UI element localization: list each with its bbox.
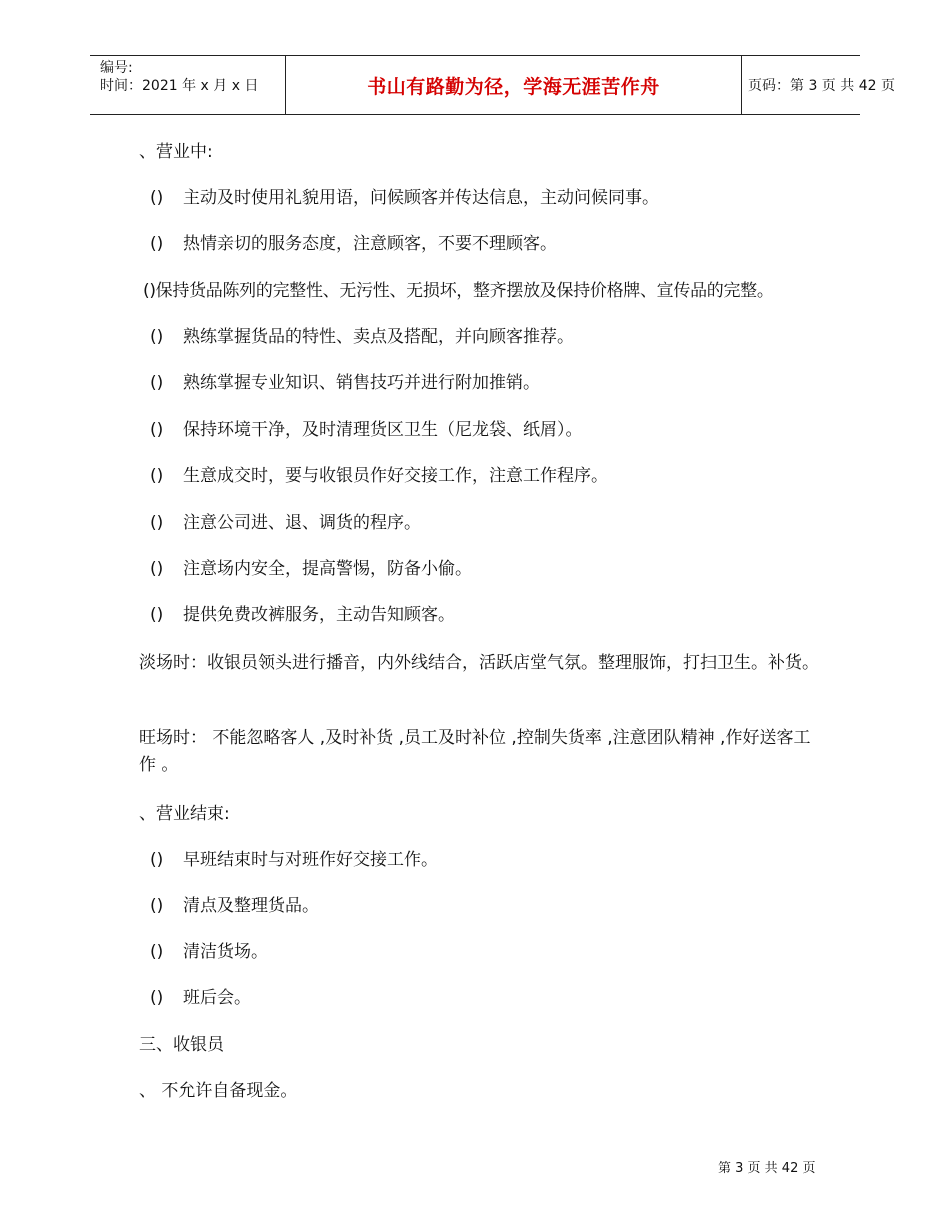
list-item <box>150 938 840 966</box>
list-item-text: 生意成交时，要与收银员作好交接工作，注意工作程序。 <box>183 466 608 486</box>
list-item <box>150 555 840 583</box>
list-item-text: 早班结束时与对班作好交接工作。 <box>183 850 438 870</box>
list-item: ()保持货品陈列的完整性、无污性、无损坏，整齐摆放及保持价格牌、宣传品的完整。 <box>143 281 774 301</box>
list-marker: () <box>150 513 164 533</box>
list-item-text: 清洁货场。 <box>183 942 268 962</box>
list-marker: () <box>150 373 164 393</box>
document-header <box>90 55 895 115</box>
list-item <box>150 601 840 629</box>
list-marker: () <box>150 896 164 916</box>
list-item-text: 主动及时使用礼貌用语，问候顾客并传达信息，主动问候同事。 <box>183 188 659 208</box>
list-marker: () <box>150 942 164 962</box>
list-marker: () <box>150 234 164 254</box>
list-item <box>150 323 840 351</box>
list-marker: () <box>150 420 164 440</box>
list-item <box>150 416 840 444</box>
list-marker: () <box>150 327 164 347</box>
list-item-text: 热情亲切的服务态度，注意顾客，不要不理顾客。 <box>183 234 557 254</box>
list-item <box>150 984 840 1012</box>
list-marker: () <box>150 559 164 579</box>
list-marker: () <box>150 988 164 1008</box>
list-item <box>150 846 840 874</box>
list-marker: () <box>150 188 164 208</box>
list-item: 、 不允许自备现金。 <box>139 1081 298 1101</box>
list-item-text: 注意场内安全，提高警惕，防备小偷。 <box>183 559 472 579</box>
page-footer: 第 3 页 共 42 页 <box>718 1161 816 1176</box>
section-heading: 三、收银员 <box>139 1035 224 1055</box>
list-marker: () <box>150 850 164 870</box>
header-meta-cell <box>90 56 285 114</box>
list-item-text: 注意公司进、退、调货的程序。 <box>183 513 421 533</box>
list-marker: () <box>150 605 164 625</box>
motto: 书山有路勤为径，学海无涯苦作舟 <box>367 75 660 98</box>
list-item <box>150 230 840 258</box>
list-item-text: 熟练掌握专业知识、销售技巧并进行附加推销。 <box>183 373 540 393</box>
list-item <box>150 462 840 490</box>
list-item <box>150 509 840 537</box>
busy-time-paragraph: 旺场时： 不能忽略客人 ,及时补货 ,员工及时补位 ,控制失货率 ,注意团队精神 ,作好送客工作 。 <box>139 728 811 775</box>
section-heading: 、营业结束: <box>139 804 230 824</box>
section-heading: 、营业中: <box>139 142 213 162</box>
list-item-text: 班后会。 <box>183 988 251 1008</box>
list-item <box>150 369 840 397</box>
number-label: 编号: <box>100 60 133 76</box>
time-label: 时间：2021 年 x 月 x 日 <box>100 78 259 94</box>
list-item-text: 保持环境干净，及时清理货区卫生（尼龙袋、纸屑）。 <box>183 420 583 440</box>
header-page-cell <box>740 56 895 114</box>
page-code: 页码：第 3 页 共 42 页 <box>748 78 895 94</box>
list-item-text: 清点及整理货品。 <box>183 896 319 916</box>
list-item <box>150 892 840 920</box>
list-marker: () <box>150 466 164 486</box>
header-motto-cell <box>285 56 742 114</box>
slow-time-paragraph: 淡场时：收银员领头进行播音，内外线结合，活跃店堂气氛。整理服饰，打扫卫生。补货。 <box>139 653 819 673</box>
list-item-text: 提供免费改裤服务，主动告知顾客。 <box>183 605 455 625</box>
list-item <box>150 184 840 212</box>
list-item-text: 熟练掌握货品的特性、卖点及搭配，并向顾客推荐。 <box>183 327 574 347</box>
